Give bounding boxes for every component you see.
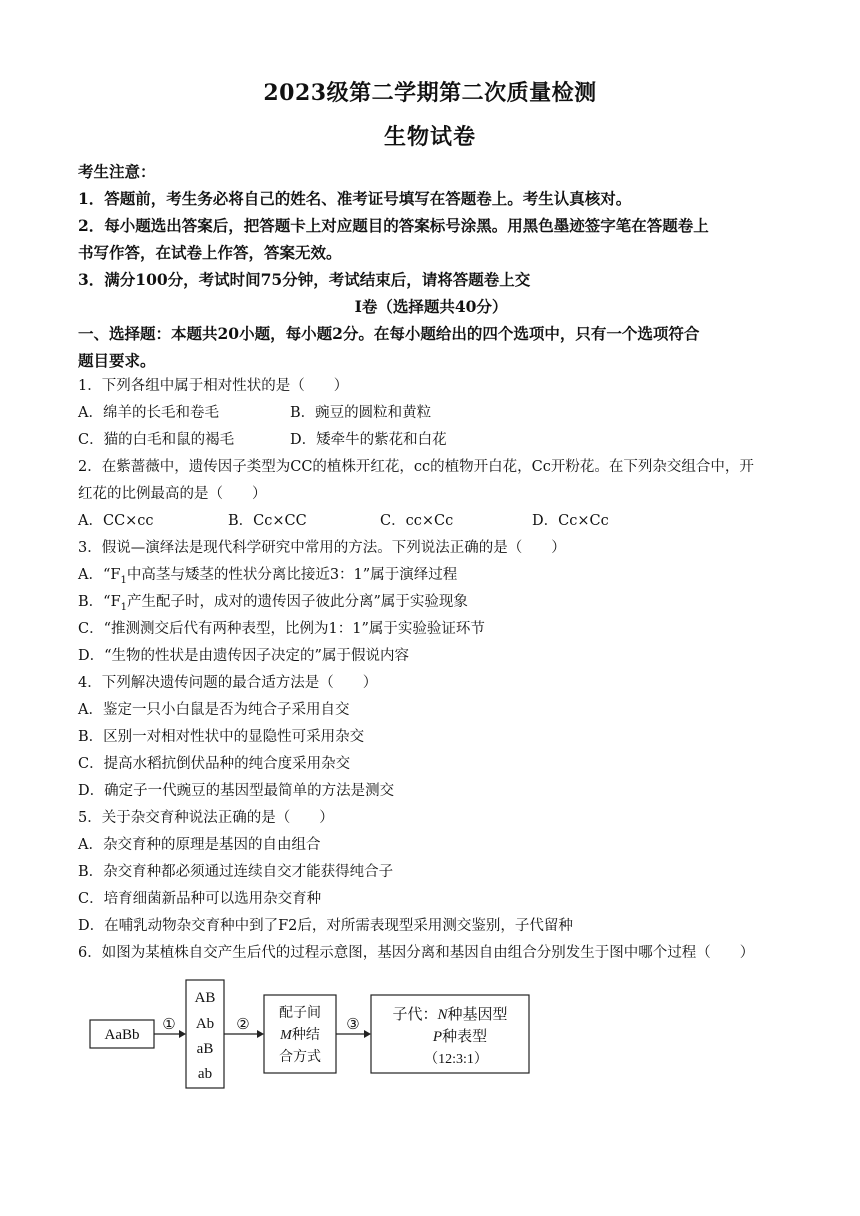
notice-item-3: 3．满分100分，考试时间75分钟，考试结束后，请将答题卷上交 xyxy=(78,270,531,289)
offspring-var-p: P xyxy=(432,1029,443,1045)
q3-option-d: D．“生物的性状是由遗传因子决定的”属于假说内容 xyxy=(78,648,409,664)
q3-option-a-subscript: 1 xyxy=(120,574,127,586)
gamete-ab-lower: ab xyxy=(197,1066,213,1082)
combo-line-1: 配子间 xyxy=(279,1006,321,1021)
q1-option-c: C．猫的白毛和鼠的褐毛 xyxy=(78,432,235,448)
q1-option-a: A．绵羊的长毛和卷毛 xyxy=(78,405,219,421)
offspring-line-1 xyxy=(392,1005,507,1023)
gamete-aB: aB xyxy=(196,1041,214,1057)
offspring-var-n: N xyxy=(437,1007,448,1023)
offspring-line-2 xyxy=(432,1027,487,1045)
volume-heading: I卷（选择题共40分） xyxy=(354,297,508,316)
exam-subtitle: 生物试卷 xyxy=(383,124,476,150)
notice-item-1: 1．答题前，考生务必将自己的姓名、准考证号填写在答题卷上。考生认真核对。 xyxy=(78,189,632,208)
q1-option-b: B．豌豆的圆粒和黄粒 xyxy=(290,405,432,421)
q3-option-b-subscript: 1 xyxy=(120,601,128,613)
q3-option-a-prefix: A．“F xyxy=(78,567,121,583)
arrow-1-head xyxy=(179,1030,186,1038)
q3-option-b-prefix: B．“F xyxy=(78,594,121,610)
q2-option-d: D．Cc×Cc xyxy=(532,513,609,529)
q2-option-c: C．cc×Cc xyxy=(380,513,454,529)
notice-item-2-line-1: 2．每小题选出答案后，把答题卡上对应题目的答案标号涂黑。用黑色墨迹签字笔在答题卷上 xyxy=(78,216,709,235)
q5-option-b: B．杂交育种都必须通过连续自交才能获得纯合子 xyxy=(78,864,394,880)
q4-option-a: A．鉴定一只小白鼠是否为纯合子采用自交 xyxy=(78,702,350,718)
q1-option-d: D．矮牵牛的紫花和白花 xyxy=(290,432,447,448)
q1-stem: 1．下列各组中属于相对性状的是（ ） xyxy=(78,378,349,394)
combo-var-m: M xyxy=(280,1028,292,1043)
q4-option-c: C．提高水稻抗倒伏品种的纯合度采用杂交 xyxy=(78,756,351,772)
q3-option-a-text: 中高茎与矮茎的性状分离比接近3：1”属于演绎过程 xyxy=(126,567,458,583)
q3-stem: 3．假说—演绎法是现代科学研究中常用的方法。下列说法正确的是（ ） xyxy=(78,540,566,556)
q2-stem-line-2: 红花的比例最高的是（ ） xyxy=(78,486,267,502)
q3-option-b-text: 产生配子时，成对的遗传因子彼此分离”属于实验现象 xyxy=(127,594,468,610)
combo-line-2 xyxy=(279,1026,320,1043)
offspring-n-text: 种基因型 xyxy=(447,1007,508,1023)
part-heading-line-1: 一、选择题：本题共20小题，每小题2分。在每小题给出的四个选项中，只有一个选项符合 xyxy=(78,324,700,343)
notice-item-2-line-2: 书写作答，在试卷上作答，答案无效。 xyxy=(78,243,342,262)
q5-option-c: C．培育细菌新品种可以选用杂交育种 xyxy=(78,891,322,907)
offspring-p-text: 种表型 xyxy=(442,1029,488,1045)
part-heading-line-2: 题目要求。 xyxy=(78,351,156,370)
offspring-ratio: （12:3:1） xyxy=(424,1052,488,1067)
gamete-ab-upper: AB xyxy=(194,990,216,1006)
step-1-label: ① xyxy=(162,1017,176,1033)
combo-line-3: 合方式 xyxy=(279,1050,321,1065)
genetics-process-diagram xyxy=(88,978,548,1093)
gamete-Ab: Ab xyxy=(195,1016,215,1032)
q5-option-d: D．在哺乳动物杂交育种中到了F2后，对所需表现型采用测交鉴别，子代留种 xyxy=(78,918,573,934)
q4-option-b: B．区别一对相对性状中的显隐性可采用杂交 xyxy=(78,729,365,745)
arrow-2-head xyxy=(257,1030,264,1038)
parent-genotype: AaBb xyxy=(104,1027,140,1043)
offspring-prefix: 子代： xyxy=(392,1007,438,1023)
q4-stem: 4．下列解决遗传问题的最合适方法是（ ） xyxy=(78,675,378,691)
combo-line-2-text: 种结 xyxy=(291,1028,320,1043)
q6-stem: 6．如图为某植株自交产生后代的过程示意图，基因分离和基因自由组合分别发生于图中哪个过程（ ） xyxy=(78,945,755,961)
q3-option-c: C．“推测测交后代有两种表型，比例为1：1”属于实验验证环节 xyxy=(78,621,485,637)
step-2-label: ② xyxy=(236,1017,250,1033)
q5-option-a: A．杂交育种的原理是基因的自由组合 xyxy=(78,837,321,853)
q2-option-a: A．CC×cc xyxy=(78,513,154,529)
step-3-label: ③ xyxy=(346,1017,360,1033)
q2-stem-line-1: 2．在紫蔷薇中，遗传因子类型为CC的植株开红花，cc的植物开白花，Cc开粉花。在下列杂交组合中，开 xyxy=(78,459,754,475)
arrow-3-head xyxy=(364,1030,371,1038)
q2-option-b: B．Cc×CC xyxy=(228,513,307,529)
exam-title: 2023级第二学期第二次质量检测 xyxy=(263,80,597,106)
notice-heading: 考生注意： xyxy=(78,162,156,181)
q4-option-d: D．确定子一代豌豆的基因型最简单的方法是测交 xyxy=(78,783,395,799)
q5-stem: 5．关于杂交育种说法正确的是（ ） xyxy=(78,810,334,826)
